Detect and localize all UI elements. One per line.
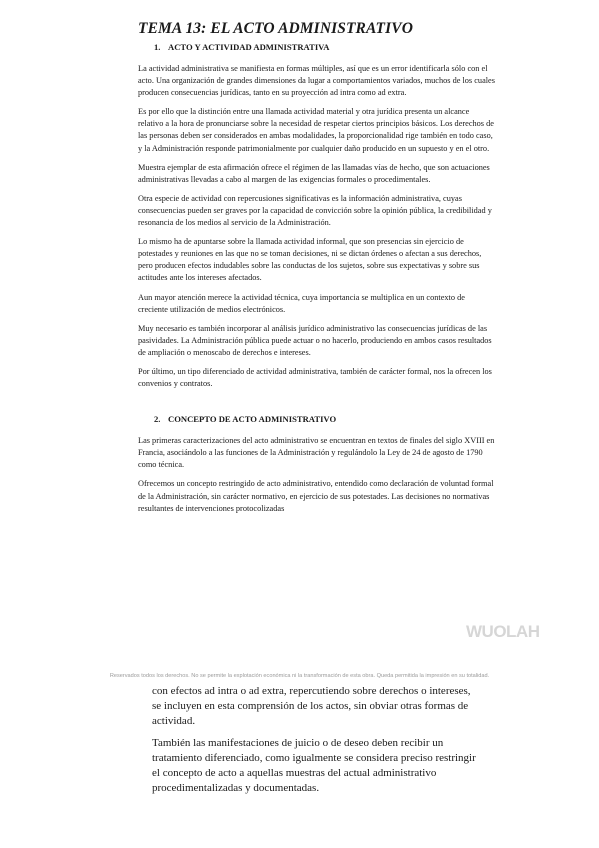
section-title: CONCEPTO DE ACTO ADMINISTRATIVO xyxy=(168,414,337,425)
paragraph: Es por ello que la distinción entre una llamada actividad material y otra jurídica presenta un alcance relativo a la hora de pronunciarse sobre la necesidad de respetar ciertos principios básicos. Los derechos de las personas deben ser considerados en ambas modalidades, la proporcionalidad rige también en todo caso, y la Administración responde patrimonialmente por cualquier daño producido en un supuesto y en el otro. xyxy=(138,107,494,153)
paragraph: Muestra ejemplar de esta afirmación ofrece el régimen de las llamadas vías de hecho, que son actuaciones administrativas llevadas a cabo al margen de las exigencias formales o procedimentales. xyxy=(138,162,490,184)
paragraph: Por último, un tipo diferenciado de actividad administrativa, también de carácter formal, nos la ofrecen los convenios y contratos. xyxy=(138,366,492,389)
section-number: 1. xyxy=(154,42,161,52)
copyright-notice: Reservados todos los derechos. No se permite la explotación económica ni la transformación de esta obra. Queda permitida la impresión en su totalidad. xyxy=(109,673,490,679)
paragraph: Las primeras caracterizaciones del acto administrativo se encuentran en textos de finales del siglo XVIII en Francia, asociándolo a las funciones de la Administración y regulándolo la Ley de 24 de agosto de 1790 como técnica. xyxy=(138,436,495,470)
paragraph: con efectos ad intra o ad extra, repercutiendo sobre derechos o intereses, se incluyen en esta comprensión de los actos, sin obviar otras formas de actividad. xyxy=(152,685,471,727)
paragraph: Muy necesario es también incorporar al análisis jurídico administrativo las consecuencias jurídicas de las pasividades. La Administración pública puede actuar o no hacerlo, produciendo en ambos casos resultados de ampliación o menoscabo de derechos e intereses. xyxy=(138,323,492,357)
paragraph: Otra especie de actividad con repercusiones significativas es la información administrativa, cuyas consecuencias pueden ser graves por la capacidad de convicción sobre la opinión pública, la credibilidad y resonancia de los medios al servicio de la Administración. xyxy=(138,193,492,228)
page-content xyxy=(138,20,496,522)
paragraph: Aun mayor atención merece la actividad técnica, cuya importancia se multiplica en un contexto de creciente utilización de medios electrónicos. xyxy=(138,292,465,314)
paragraph: También las manifestaciones de juicio o de deseo deben recibir un tratamiento diferenciado, como igualmente se considera preciso restringir el concepto de acto a aquellas muestras del actual administrativo procedimentalizadas y documentadas. xyxy=(152,737,476,794)
section-number: 2. xyxy=(154,414,161,425)
continuation-text xyxy=(152,684,482,804)
paragraph: Ofrecemos un concepto restringido de acto administrativo, entendido como declaración de voluntad formal de la Administración, sin carácter normativo, en ejercicio de sus potestades. Las decisiones no normativas resultantes de intervenciones protocolizadas xyxy=(138,479,494,513)
paragraph: Lo mismo ha de apuntarse sobre la llamada actividad informal, que son presencias sin ejercicio de potestades y reuniones en las que no se toman decisiones, ni se dictan órdenes o afectan a sus derechos, pero producen efectos indudables sobre las conductas de los sujetos, sobre sus expectativas y sobre sus actitudes ante los intereses afectados. xyxy=(138,237,482,283)
section-title: ACTO Y ACTIVIDAD ADMINISTRATIVA xyxy=(168,42,330,52)
paragraph: La actividad administrativa se manifiesta en formas múltiples, así que es un error identificarla sólo con el acto. Una organización de grandes dimensiones da lugar a comportamientos variados, muchos de los cuales producen consecuencias jurídicas, tanto en su proyección ad intra como ad extra. xyxy=(138,64,495,98)
section-heading-1 xyxy=(154,42,496,53)
document-title: TEMA 13: EL ACTO ADMINISTRATIVO xyxy=(138,20,413,37)
section-heading-2 xyxy=(154,414,496,425)
wuolah-watermark: WUOLAH xyxy=(466,622,540,641)
